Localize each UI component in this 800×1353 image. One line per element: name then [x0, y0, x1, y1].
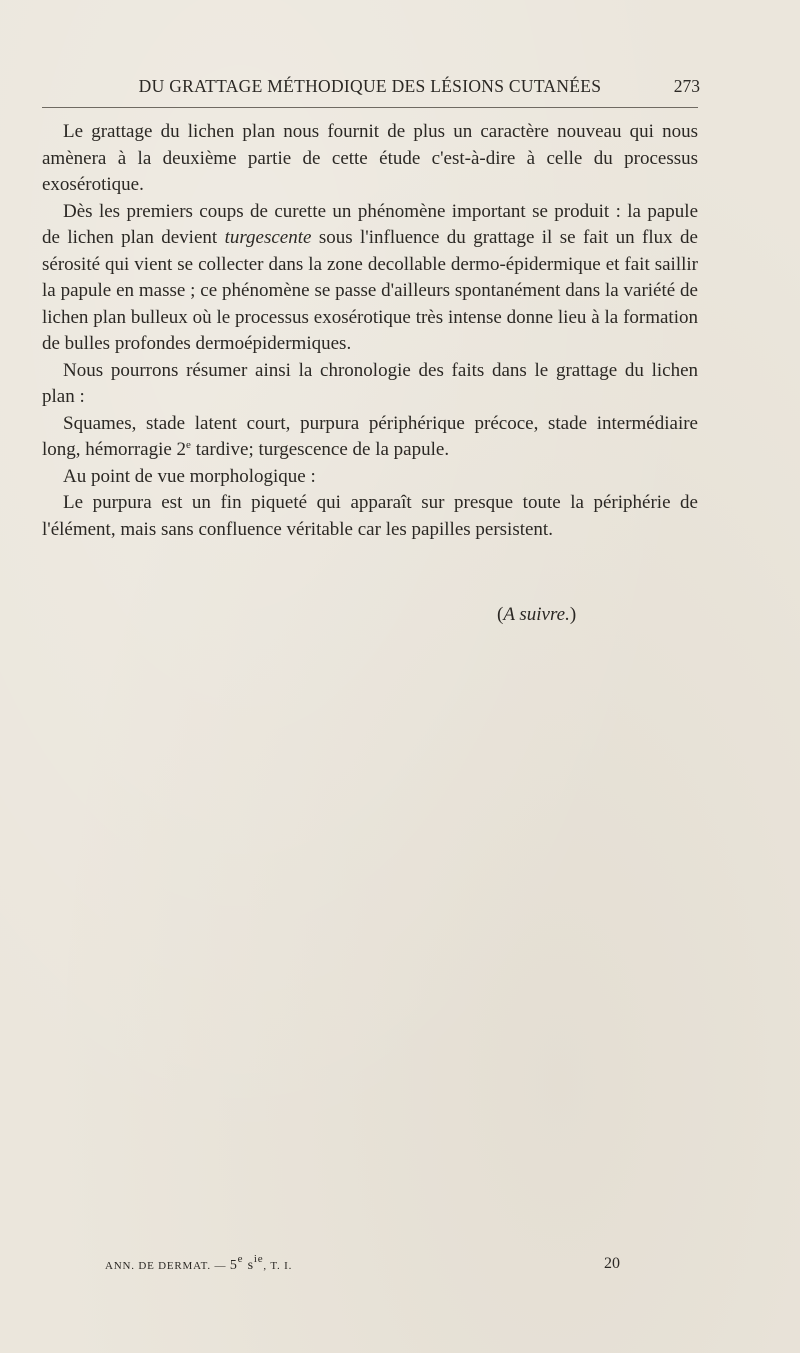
footer-series-s: s	[243, 1258, 254, 1273]
paragraph-text: Squames, stade latent court, purpura périphérique précoce, stade intermédiaire long, hémorragie 2	[42, 412, 698, 460]
paragraph-text: tardive; turgescence de la papule.	[190, 439, 450, 460]
header-rule	[42, 107, 698, 108]
to-be-continued	[497, 602, 576, 628]
paragraph	[42, 490, 698, 543]
superscript: e	[186, 439, 191, 451]
paragraph	[42, 199, 698, 358]
paren-open: (	[497, 604, 504, 625]
footer-citation	[105, 1253, 293, 1274]
running-head	[40, 74, 700, 98]
to-be-continued-text: A suivre.	[503, 604, 570, 625]
paren-close: )	[569, 604, 577, 625]
footer-superscript: e	[237, 1253, 244, 1265]
running-title: DU GRATTAGE MÉTHODIQUE DES LÉSIONS CUTANÉES	[138, 76, 602, 96]
footer-series-number: 5	[229, 1258, 238, 1273]
emphasis-text: turgescente	[224, 227, 312, 248]
footer-journal: ANN. DE DERMAT. —	[105, 1260, 230, 1272]
paragraph-text: sous l'influence du grattage il se fait un flux de sérosité qui vient se collecter dans la zone decollable dermo-épidermique et fait saillir la papule en masse ; ce phénomène se passe d'ailleurs spontanément dans la variété de lichen plan bulleux où le processus exosérotique très intense donne lieu à la formation de bulles profondes dermoépidermiques.	[42, 227, 698, 354]
paragraph	[42, 358, 698, 411]
paragraph-text: Dès les premiers coups de curette un phénomène important se produit : la papule de lichen plan devient	[42, 200, 698, 248]
paragraph-text: Au point de vue morphologique :	[63, 465, 316, 487]
footer-tome: , T. I.	[263, 1260, 293, 1272]
paragraph-text: Nous pourrons résumer ainsi la chronologie des faits dans le grattage du lichen plan :	[42, 359, 698, 407]
signature-mark: 20	[604, 1255, 620, 1272]
paragraph-text: Le grattage du lichen plan nous fournit de plus un caractère nouveau qui nous amènera à la deuxième partie de cette étude c'est-à-dire à celle du processus exosérotique.	[42, 121, 698, 195]
paragraph-text: Le purpura est un fin piqueté qui apparaît sur presque toute la périphérie de l'élément, mais sans confluence véritable car les papilles persistent.	[42, 492, 698, 540]
page-number: 273	[673, 76, 700, 96]
paragraph	[42, 119, 698, 199]
body-text	[42, 119, 698, 543]
paragraph	[42, 464, 698, 491]
footer-superscript: ie	[253, 1253, 264, 1265]
paragraph	[42, 411, 698, 464]
